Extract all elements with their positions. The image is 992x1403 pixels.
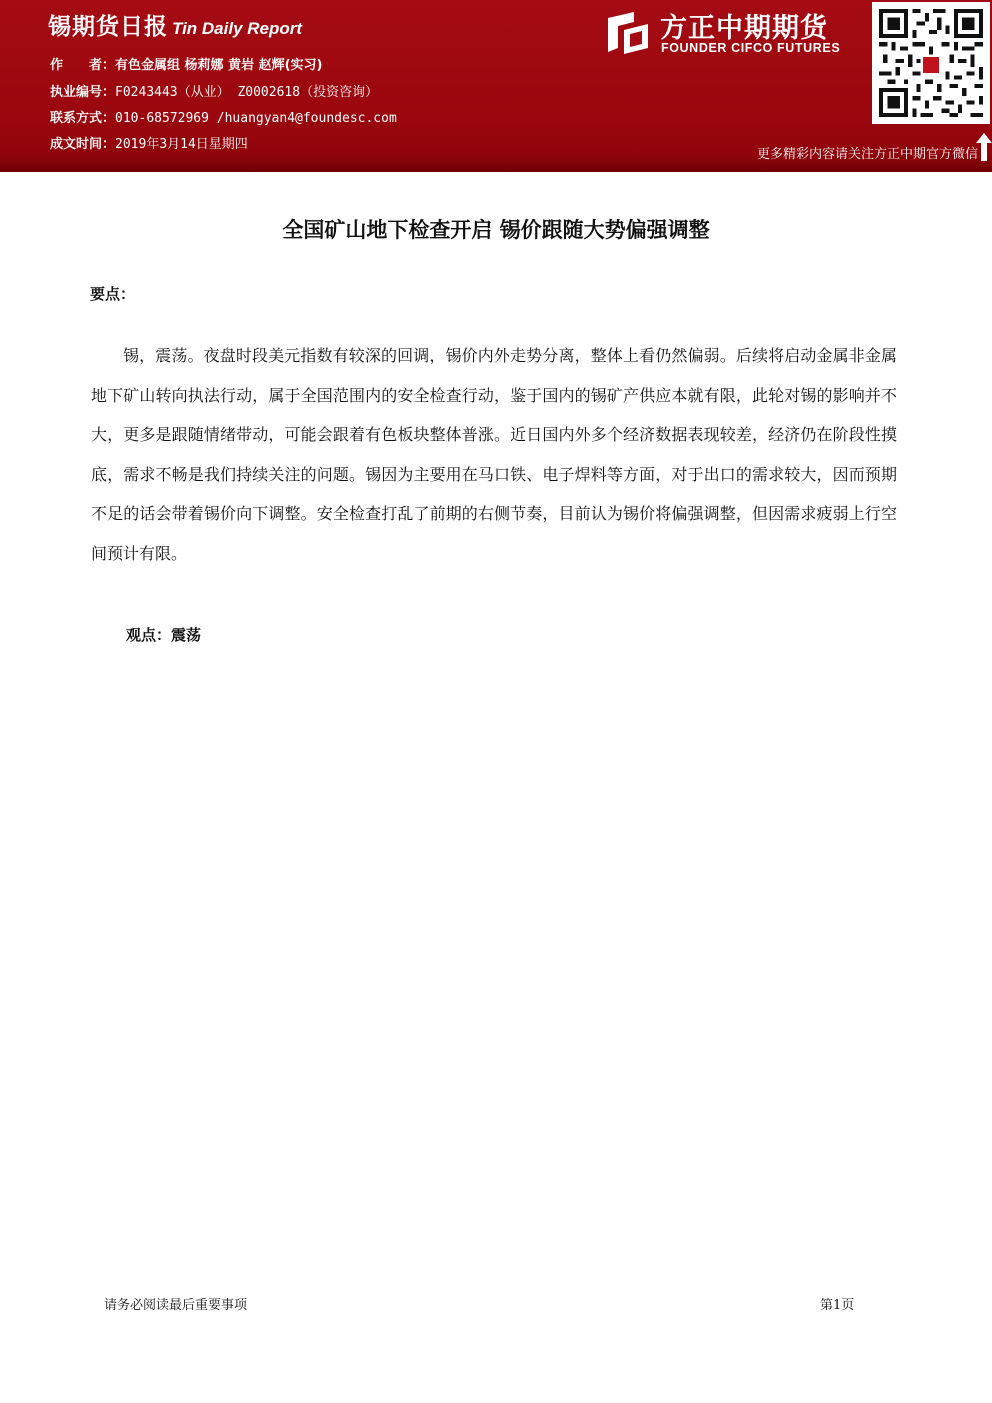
license-label: 执业编号：	[50, 85, 116, 100]
body-paragraph: 锡，震荡。夜盘时段美元指数有较深的回调，锡价内外走势分离，整体上看仍然偏弱。后续将启动金属非金属地下矿山转向执法行动，属于全国范围内的安全检查行动，鉴于国内的锡矿产供应本就有限，此轮对锡的影响并不大，更多是跟随情绪带动，可能会跟着有色板块整体普涨。近日国内外多个经济数据表现较差，经济仍在阶段性摸底，需求不畅是我们持续关注的问题。锡因为主要用在马口铁、电子焊料等方面，对于出口的需求较大，因而预期不足的话会带着锡价向下调整。安全检查打乱了前期的右侧节奏，目前认为锡价将偏强调整，但因需求疲弱上行空间预计有限。	[91, 346, 897, 563]
key-points-label: 要点：	[90, 285, 136, 303]
company-logo	[604, 6, 864, 62]
date-value: 2019年3月14日星期四	[115, 137, 248, 152]
logo-text-cn: 方正中期期货	[660, 13, 828, 44]
qr-code-icon	[879, 9, 983, 117]
author-label: 作 者：	[50, 58, 116, 73]
page-number: 第1页	[820, 1298, 855, 1313]
report-title-cn: 锡期货日报	[48, 14, 168, 40]
logo-text-en: FOUNDER CIFCO FUTURES	[661, 41, 841, 55]
view-summary: 观点：震荡	[126, 626, 202, 644]
date-row	[50, 133, 248, 152]
license-row	[50, 81, 378, 100]
report-title-en: Tin Daily Report	[172, 19, 303, 38]
contact-row	[50, 107, 397, 126]
document-title: 全国矿山地下检查开启 锡价跟随大势偏强调整	[282, 218, 710, 242]
up-arrow-icon	[976, 133, 992, 161]
report-title	[48, 8, 302, 41]
contact-value: 010-68572969 /huangyan4@foundesc.com	[115, 111, 397, 126]
logo-mark-icon	[604, 8, 652, 56]
author-row	[50, 54, 322, 73]
footer-notice: 请务必阅读最后重要事项	[104, 1298, 248, 1313]
contact-label: 联系方式：	[50, 111, 116, 126]
author-value: 有色金属组 杨莉娜 黄岩 赵辉(实习)	[115, 58, 323, 73]
report-header	[0, 0, 992, 172]
wechat-note: 更多精彩内容请关注方正中期官方微信	[756, 147, 978, 162]
wechat-qr-code	[872, 2, 990, 124]
date-label: 成文时间：	[50, 137, 116, 152]
license-value: F0243443（从业） Z0002618（投资咨询）	[115, 85, 379, 100]
